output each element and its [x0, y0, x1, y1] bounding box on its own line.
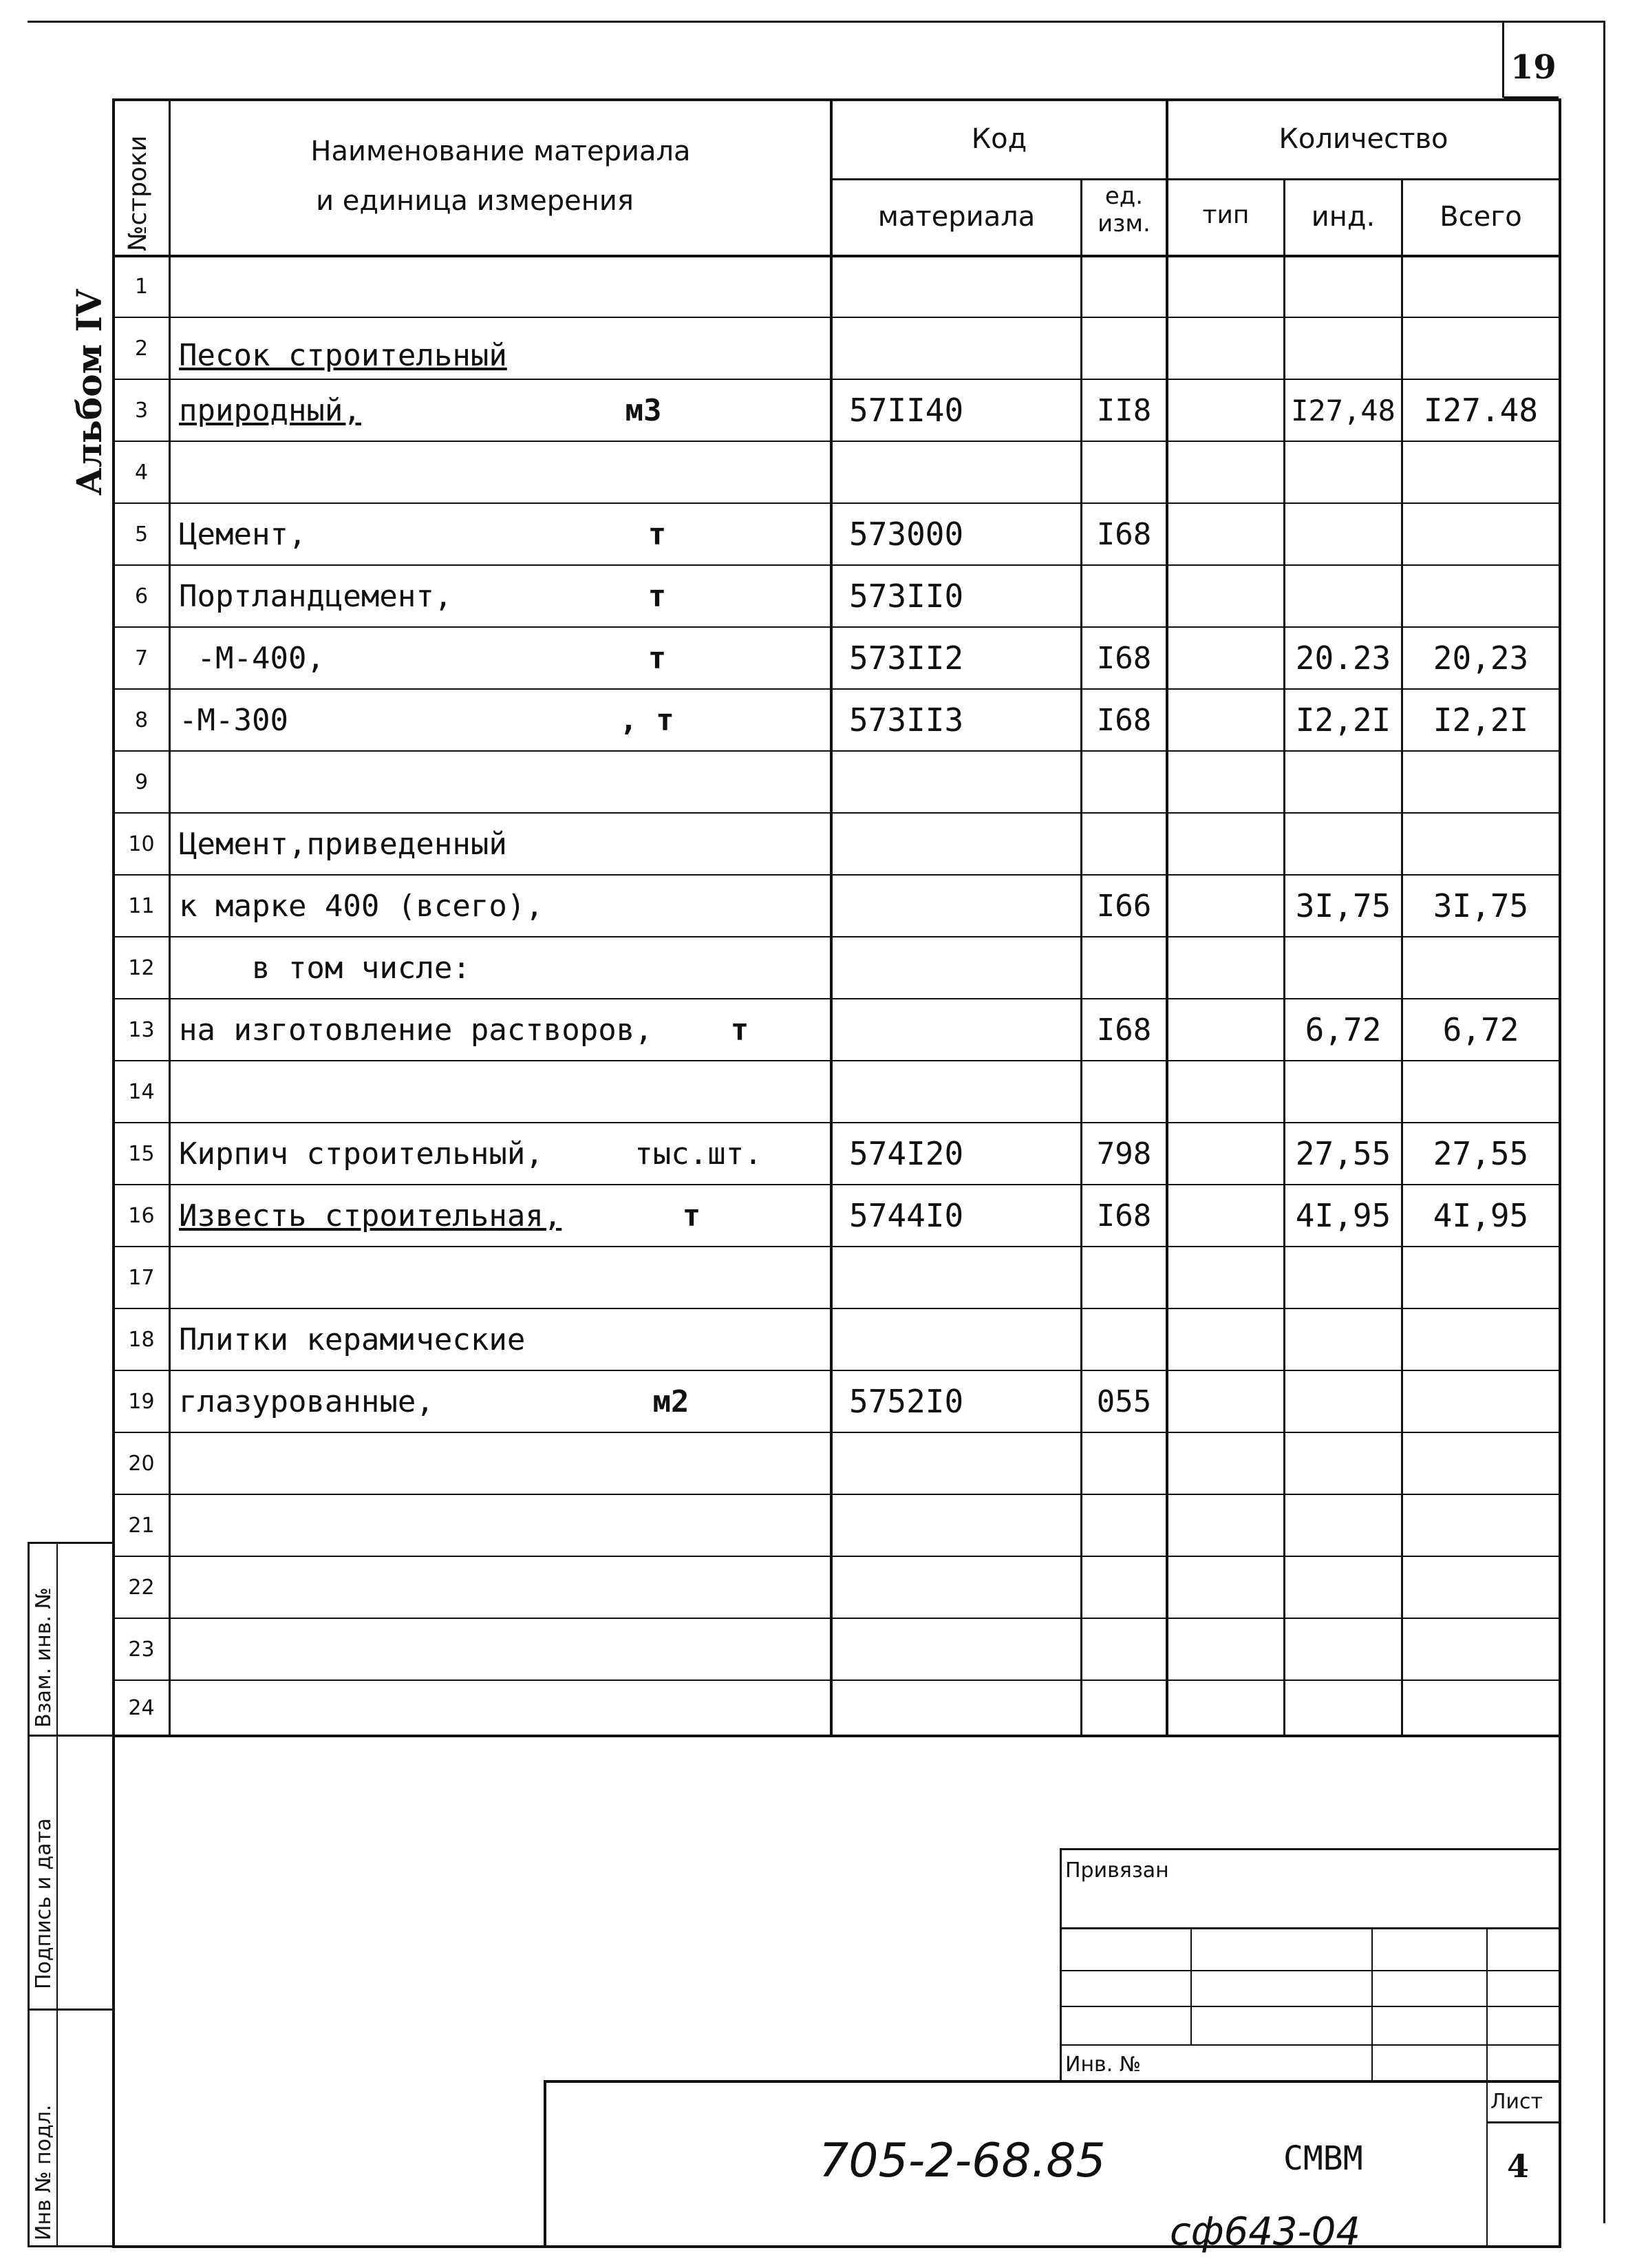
material-name: Известь строительная, — [179, 1198, 562, 1233]
unit-code: 055 — [1096, 1384, 1152, 1419]
material-name: -М-300 — [179, 702, 288, 738]
footer-handwritten: сф643-04 — [1170, 2209, 1361, 2254]
privyazan-label: Привязан — [1065, 1858, 1169, 1883]
page-number: 19 — [1510, 48, 1557, 87]
material-code: 574I20 — [849, 1135, 964, 1172]
doc-code: 705-2-68.85 — [819, 2134, 1106, 2188]
row-number: 4 — [134, 460, 149, 485]
unit-code: I68 — [1096, 702, 1152, 738]
row-number: 15 — [128, 1141, 155, 1166]
header-qty-total: Всего — [1440, 201, 1522, 233]
material-code: 573II3 — [849, 701, 964, 739]
header-qty-group: Количество — [1279, 123, 1448, 155]
row-number: 7 — [134, 646, 149, 670]
material-code: 573II2 — [849, 639, 964, 677]
material-code: 5752I0 — [849, 1383, 964, 1420]
unit-code: I66 — [1096, 888, 1152, 924]
row-number: 12 — [128, 955, 155, 980]
header-name-line2: и единица измерения — [316, 185, 634, 217]
row-number: 3 — [134, 398, 149, 423]
material-unit: т — [648, 578, 667, 614]
qty-ind: I27,48 — [1291, 393, 1395, 427]
material-unit: т — [648, 640, 667, 676]
material-name: глазурованные, — [179, 1384, 434, 1419]
material-name: Кирпич строительный, — [179, 1136, 544, 1172]
header-row-no: №строки — [124, 135, 152, 251]
row-number: 14 — [128, 1079, 155, 1104]
material-code: 573000 — [849, 516, 964, 553]
row-number: 23 — [128, 1637, 155, 1662]
qty-ind: 27,55 — [1295, 1135, 1391, 1172]
unit-code: II8 — [1096, 392, 1152, 428]
material-name: Песок строительный — [179, 337, 507, 373]
stamp-vzam-inv: Взам. инв. № — [32, 1587, 56, 1728]
material-unit: т — [730, 1012, 749, 1048]
qty-total: 6,72 — [1442, 1011, 1519, 1048]
row-number: 19 — [128, 1389, 155, 1414]
material-unit: тыс.шт. — [634, 1136, 762, 1172]
row-number: 18 — [128, 1327, 155, 1352]
row-number: 1 — [134, 274, 149, 299]
org-code: СМВМ — [1283, 2139, 1363, 2178]
qty-total: I2,2I — [1433, 701, 1529, 739]
row-number: 9 — [134, 770, 149, 794]
qty-ind: I2,2I — [1295, 701, 1391, 739]
qty-ind: 6,72 — [1305, 1011, 1382, 1048]
header-material-code: материала — [877, 201, 1036, 233]
sheet-number: 4 — [1507, 2148, 1530, 2185]
material-unit: м3 — [625, 392, 662, 428]
row-number: 16 — [128, 1203, 155, 1228]
material-unit: т — [648, 516, 667, 552]
row-number: 21 — [128, 1513, 155, 1538]
material-unit: м2 — [652, 1384, 689, 1419]
material-name: Портландцемент, — [179, 578, 453, 614]
unit-code: I68 — [1096, 1198, 1152, 1233]
material-unit: , т — [619, 702, 674, 738]
material-name: Плитки керамические — [179, 1322, 526, 1357]
unit-code: I68 — [1096, 640, 1152, 676]
material-name: на изготовление растворов, — [179, 1012, 653, 1048]
header-unit-code-1: ед. — [1104, 182, 1144, 210]
qty-ind: 4I,95 — [1295, 1197, 1391, 1234]
stamp-podpis-data: Подпись и дата — [32, 1818, 56, 1989]
row-number: 17 — [128, 1265, 155, 1290]
material-name: -М-400, — [179, 640, 325, 676]
row-number: 6 — [134, 584, 149, 608]
header-code-group: Код — [971, 123, 1027, 155]
row-number: 5 — [134, 522, 149, 547]
row-number: 13 — [128, 1017, 155, 1042]
row-number: 10 — [128, 831, 155, 856]
qty-total: 4I,95 — [1433, 1197, 1529, 1234]
sheet-label: Лист — [1490, 2090, 1543, 2114]
row-number: 22 — [128, 1575, 155, 1600]
material-name: Цемент, — [179, 516, 307, 552]
qty-ind: 3I,75 — [1295, 887, 1391, 924]
unit-code: I68 — [1096, 1012, 1152, 1048]
unit-code: 798 — [1096, 1136, 1152, 1172]
material-code: 57II40 — [849, 392, 964, 429]
qty-ind: 20.23 — [1295, 639, 1391, 677]
material-code: 573II0 — [849, 577, 964, 615]
material-name: Цемент,приведенный — [179, 826, 507, 862]
material-name: природный, — [179, 392, 361, 428]
row-number: 8 — [134, 708, 149, 732]
qty-total: I27.48 — [1423, 392, 1539, 429]
qty-total: 27,55 — [1433, 1135, 1529, 1172]
row-number: 2 — [134, 336, 149, 361]
material-code: 5744I0 — [849, 1197, 964, 1234]
header-qty-ind: инд. — [1311, 201, 1376, 233]
material-unit: т — [682, 1198, 701, 1233]
qty-total: 20,23 — [1433, 639, 1529, 677]
header-name-line1: Наименование материала — [310, 136, 691, 167]
material-name: в том числе: — [179, 950, 471, 986]
album-label: Альбом IV — [69, 289, 109, 496]
row-number: 11 — [128, 893, 155, 918]
material-name: к марке 400 (всего), — [179, 888, 544, 924]
qty-total: 3I,75 — [1433, 887, 1529, 924]
header-unit-code-2: изм. — [1098, 210, 1151, 237]
row-number: 20 — [128, 1451, 155, 1476]
row-number: 24 — [128, 1695, 155, 1720]
unit-code: I68 — [1096, 516, 1152, 552]
stamp-inv-podl: Инв № подл. — [32, 2104, 56, 2240]
inv-no-label: Инв. № — [1065, 2053, 1142, 2077]
header-qty-type: тип — [1202, 200, 1250, 229]
